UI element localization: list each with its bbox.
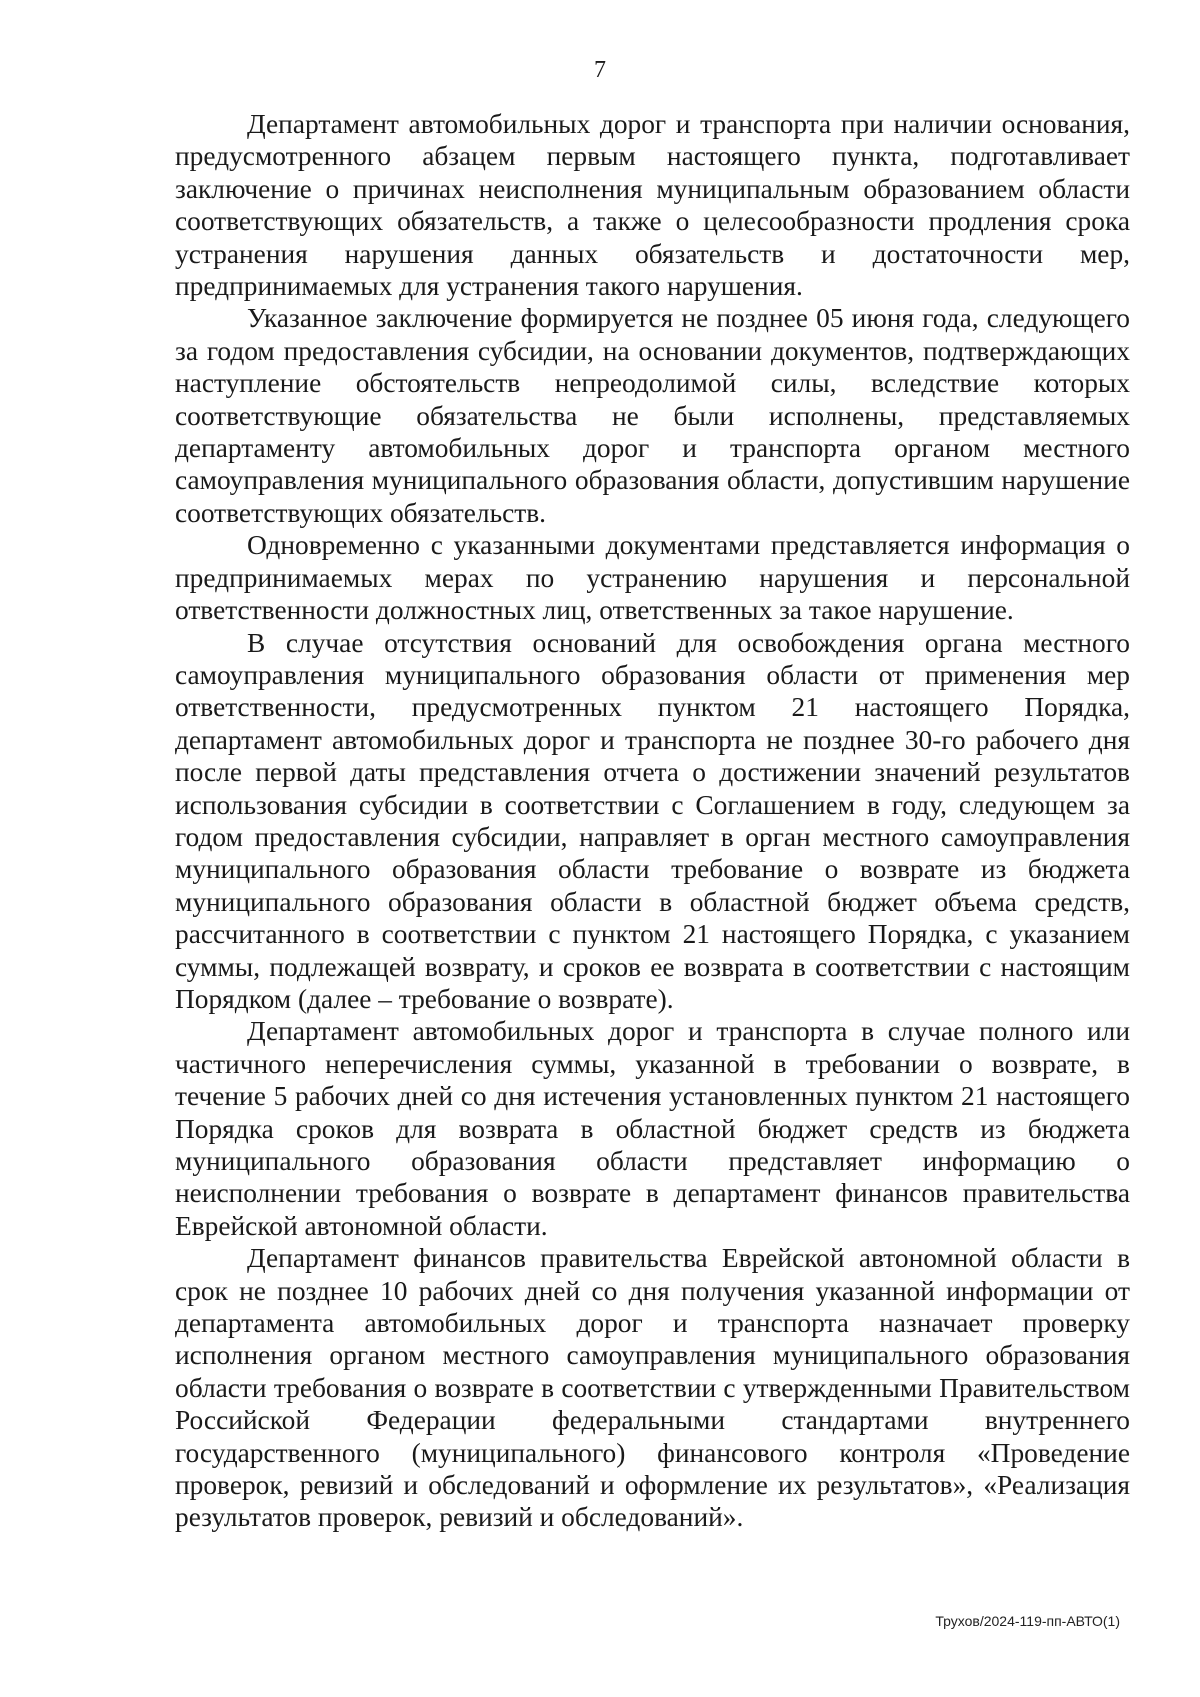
paragraph: Указанное заключение формируется не позднее 05 июня года, следующего за годом предоставления субсидии, на основании документов, подтверждающих наступление обстоятельств непреодолимой силы, вследствие которых соответствующие обязательства не были исполнены, представляемых департаменту автомобильных дорог и транспорта органом местного самоуправления муниципального образования области, допустившим нарушение соответствующих обязательств.: [175, 303, 1130, 528]
paragraph: Одновременно с указанными документами представляется информация о предпринимаемых мерах по устранению нарушения и персональной ответственности должностных лиц, ответственных за такое нарушение.: [175, 530, 1130, 626]
document-body: [175, 108, 1130, 1534]
paragraph: Департамент финансов правительства Еврейской автономной области в срок не позднее 10 рабочих дней со дня получения указанной информации от департамента автомобильных дорог и транспорта назначает проверку исполнения органом местного самоуправления муниципального образования области требования о возврате в соответствии с утвержденными Правительством Российской Федерации федеральными стандартами внутреннего государственного (муниципального) финансового контроля «Проведение проверок, ревизий и обследований и оформление их результатов», «Реализация результатов проверок, ревизий и обследований».: [175, 1243, 1130, 1533]
document-code: Трухов/2024-119-пп-АВТО(1): [935, 1613, 1120, 1629]
paragraph: Департамент автомобильных дорог и транспорта при наличии основания, предусмотренного абзацем первым настоящего пункта, подготавливает заключение о причинах неисполнения муниципальным образованием области соответствующих обязательств, а также о целесообразности продления срока устранения нарушения данных обязательств и достаточности мер, предпринимаемых для устранения такого нарушения.: [175, 109, 1130, 302]
page-number: 7: [594, 57, 606, 83]
paragraph: Департамент автомобильных дорог и транспорта в случае полного или частичного неперечисления суммы, указанной в требовании о возврате, в течение 5 рабочих дней со дня истечения установленных пунктом 21 настоящего Порядка сроков для возврата в областной бюджет средств из бюджета муниципального образования области представляет информацию о неисполнении требования о возврате в департамент финансов правительства Еврейской автономной области.: [175, 1016, 1130, 1241]
paragraph: В случае отсутствия оснований для освобождения органа местного самоуправления муниципального образования области от применения мер ответственности, предусмотренных пунктом 21 настоящего Порядка, департамент автомобильных дорог и транспорта не позднее 30-го рабочего дня после первой даты представления отчета о достижении значений результатов использования субсидии в соответствии с Соглашением в году, следующем за годом предоставления субсидии, направляет в орган местного самоуправления муниципального образования области требование о возврате из бюджета муниципального образования области в областной бюджет объема средств, рассчитанного в соответствии с пунктом 21 настоящего Порядка, с указанием суммы, подлежащей возврату, и сроков ее возврата в соответствии с настоящим Порядком (далее – требование о возврате).: [175, 627, 1130, 1014]
